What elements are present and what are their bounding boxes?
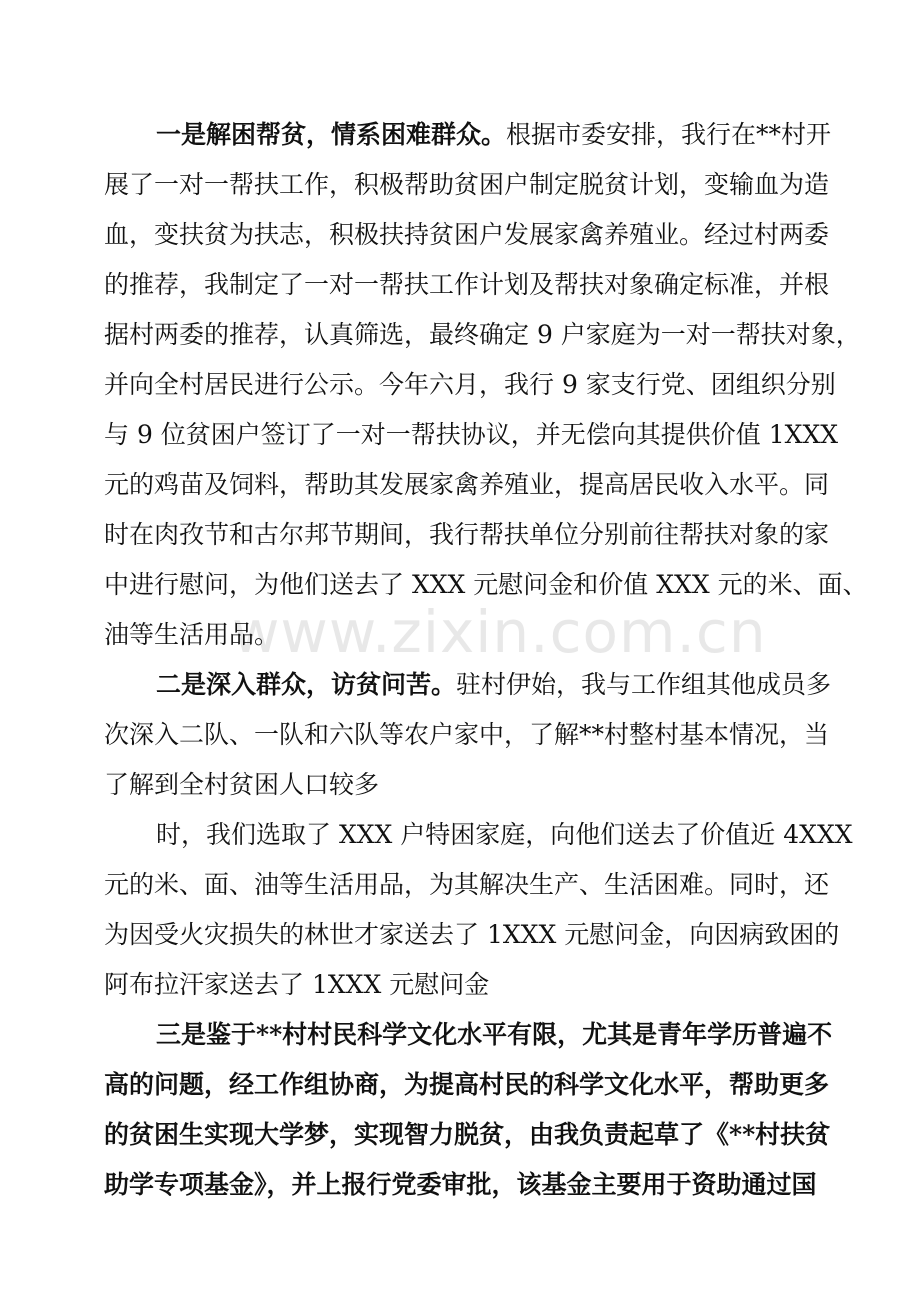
- paragraph-line: [104, 660, 832, 710]
- paragraph-line: 元的米、面、油等生活用品，为其解决生产、生活困难。同时，还: [104, 870, 830, 899]
- paragraph-line: 的贫困生实现大学梦，实现智力脱贫，由我负责起草了《**村扶贫: [104, 1120, 831, 1149]
- paragraph-3: [104, 810, 853, 1010]
- bold-heading: 二是深入群众，访贫问苦。: [156, 670, 457, 699]
- paragraph-line: 时，我们选取了 XXX 户特困家庭，向他们送去了价值近 4XXX: [156, 820, 853, 849]
- paragraph-line: 高的问题，经工作组协商，为提高村民的科学文化水平，帮助更多: [104, 1070, 830, 1099]
- paragraph-line: 并向全村居民进行公示。今年六月，我行 9 家支行党、团组织分别: [104, 370, 836, 399]
- paragraph-4: [104, 1010, 833, 1210]
- paragraph-line: 三是鉴于**村村民科学文化水平有限，尤其是青年学历普遍不: [156, 1020, 833, 1049]
- paragraph-1: [104, 110, 868, 660]
- paragraph-line: 与 9 位贫困户签订了一对一帮扶协议，并无偿向其提供价值 1XXX: [104, 420, 839, 449]
- line-text: 根据市委安排，我行在**村开: [506, 120, 832, 149]
- paragraph-line: 助学专项基金》，并上报行党委审批，该基金主要用于资助通过国: [104, 1170, 817, 1199]
- paragraph-line: 展了一对一帮扶工作，积极帮助贫困户制定脱贫计划，变输血为造: [104, 170, 830, 199]
- document-body: [104, 110, 868, 1210]
- paragraph-line: 为因受火灾损失的林世才家送去了 1XXX 元慰问金，向因病致困的: [104, 920, 840, 949]
- paragraph-2: [104, 660, 832, 810]
- paragraph-line: 的推荐，我制定了一对一帮扶工作计划及帮扶对象确定标准，并根: [104, 270, 830, 299]
- paragraph-line: 时在肉孜节和古尔邦节期间，我行帮扶单位分别前往帮扶对象的家: [104, 520, 830, 549]
- line-text: 驻村伊始，我与工作组其他成员多: [456, 670, 832, 699]
- paragraph-line: 次深入二队、一队和六队等农户家中，了解**村整村基本情况，当: [104, 720, 830, 749]
- watermark: www.zixin.com.cn: [232, 598, 767, 666]
- paragraph-line: 阿布拉汗家送去了 1XXX 元慰问金: [104, 970, 490, 999]
- paragraph-line: 了解到全村贫困人口较多: [104, 770, 380, 799]
- paragraph-line: 油等生活用品。: [104, 620, 280, 649]
- paragraph-line: [104, 110, 832, 160]
- paragraph-line: 元的鸡苗及饲料，帮助其发展家禽养殖业，提高居民收入水平。同: [104, 470, 830, 499]
- paragraph-line: 血，变扶贫为扶志，积极扶持贫困户发展家禽养殖业。经过村两委: [104, 220, 830, 249]
- paragraph-line: 据村两委的推荐，认真筛选，最终确定 9 户家庭为一对一帮扶对象，: [104, 320, 861, 349]
- paragraph-line: 中进行慰问，为他们送去了 XXX 元慰问金和价值 XXX 元的米、面、: [104, 570, 868, 599]
- bold-heading: 一是解困帮贫，情系困难群众。: [156, 120, 507, 149]
